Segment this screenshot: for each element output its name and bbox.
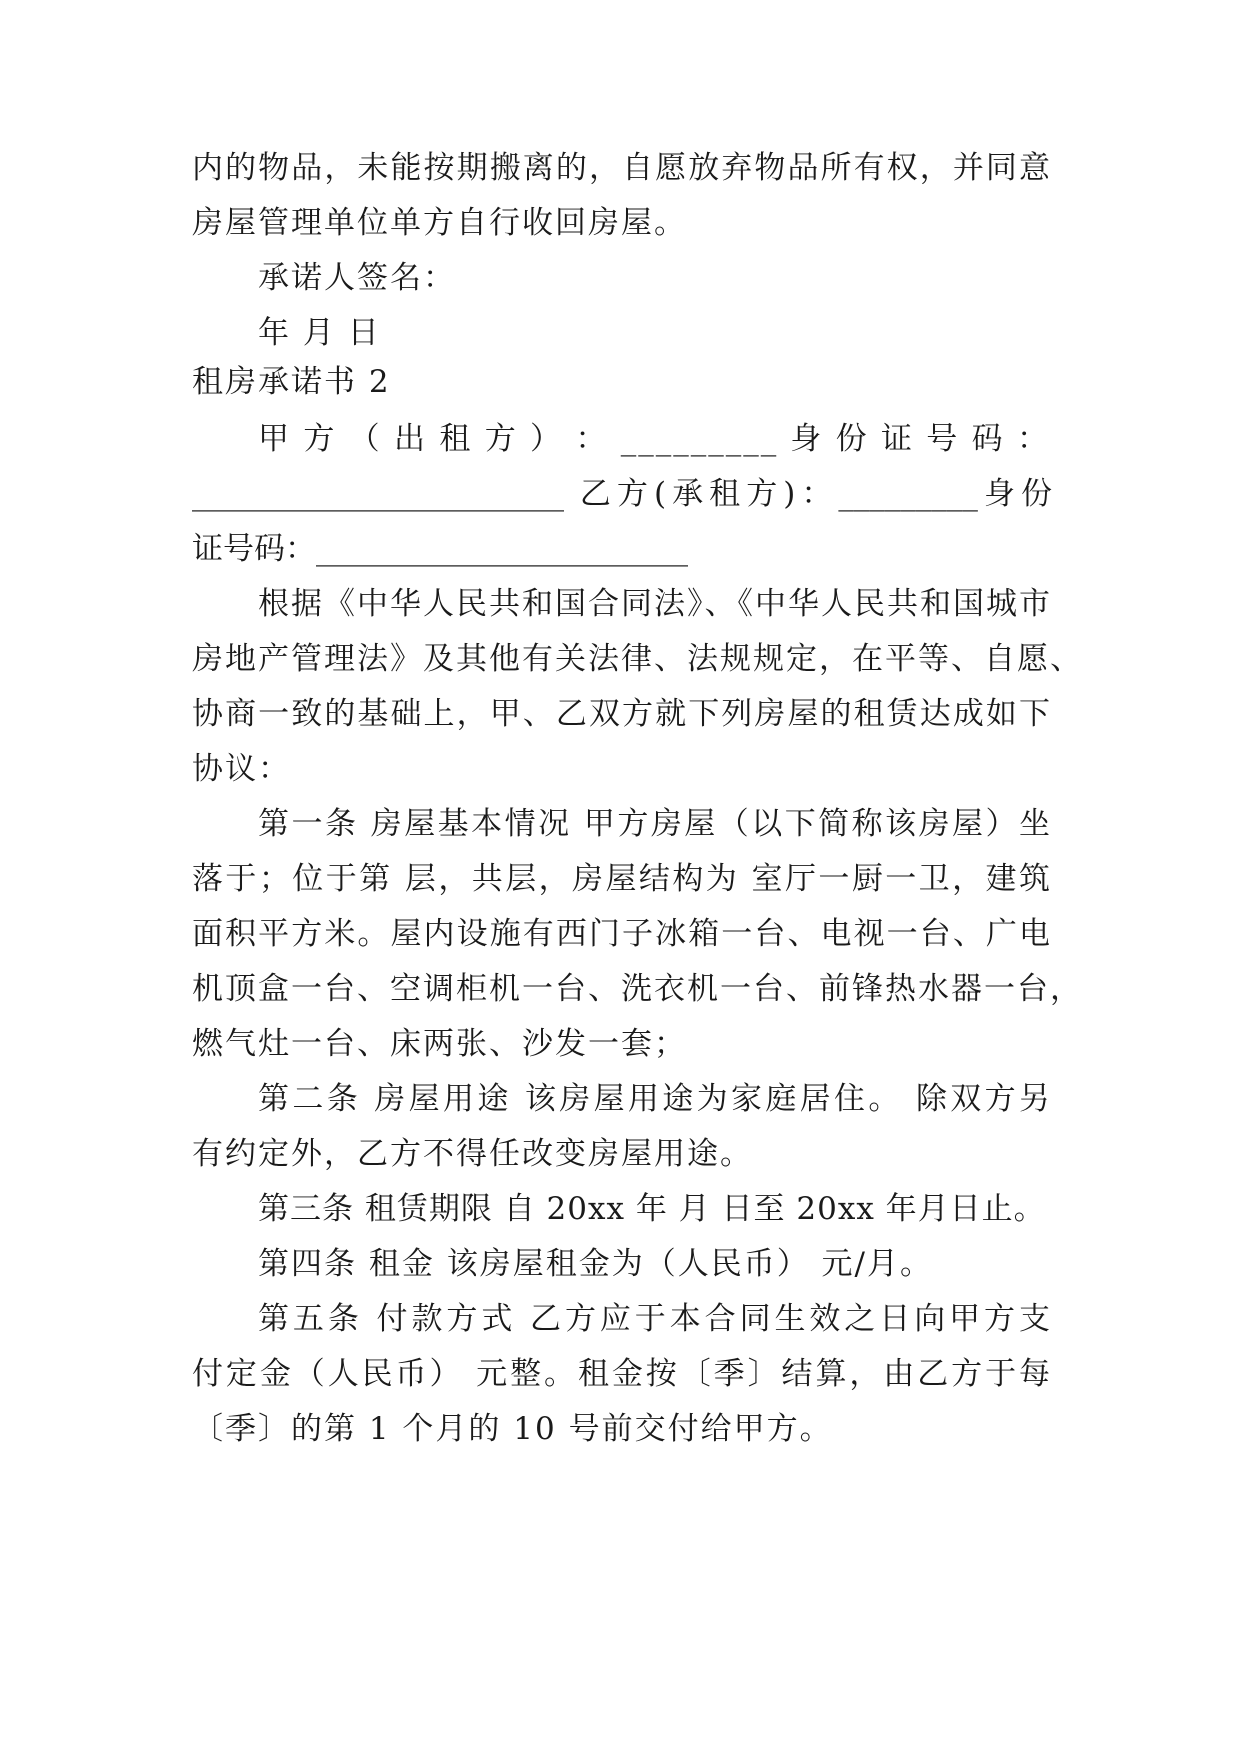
article-four-line: 第四条 租金 该房屋租金为（人民币） 元/月。 bbox=[258, 1246, 934, 1282]
signature-label: 承诺人签名： bbox=[258, 260, 456, 296]
paragraph-line: 面积平方米。屋内设施有西门子冰箱一台、电视一台、广电 bbox=[192, 916, 1052, 952]
paragraph-line: 机顶盒一台、空调柜机一台、洗衣机一台、前锋热水器一台， bbox=[192, 971, 1083, 1007]
section-title: 租房承诺书 2 bbox=[192, 364, 391, 400]
paragraph-line: 落于；位于第 层，共层，房屋结构为 室厅一厨一卫，建筑 bbox=[192, 861, 1052, 897]
paragraph-line: 协商一致的基础上，甲、乙双方就下列房屋的租赁达成如下 bbox=[192, 696, 1052, 732]
paragraph-line: 内的物品，未能按期搬离的，自愿放弃物品所有权，并同意 bbox=[192, 150, 1052, 186]
id-number-line: 证号码：________________________ bbox=[192, 531, 688, 567]
date-label: 年 月 日 bbox=[258, 315, 381, 351]
party-b-line: ________________________ 乙方(承租方)：_________身份 bbox=[192, 476, 1052, 512]
paragraph-line: 燃气灶一台、床两张、沙发一套； bbox=[192, 1026, 687, 1062]
paragraph-line: 有约定外，乙方不得任改变房屋用途。 bbox=[192, 1136, 753, 1172]
article-two-line: 第二条 房屋用途 该房屋用途为家庭居住。 除双方另 bbox=[258, 1081, 1052, 1117]
paragraph-line: 房屋管理单位单方自行收回房屋。 bbox=[192, 205, 687, 241]
paragraph-line: 根据《中华人民共和国合同法》、《中华人民共和国城市 bbox=[258, 586, 1052, 622]
article-three-line: 第三条 租赁期限 自 20xx 年 月 日至 20xx 年月日止。 bbox=[258, 1191, 1046, 1227]
article-one-line: 第一条 房屋基本情况 甲方房屋（以下简称该房屋）坐 bbox=[258, 806, 1052, 842]
paragraph-line: 付定金（人民币） 元整。租金按〔季〕结算，由乙方于每 bbox=[192, 1356, 1052, 1392]
paragraph-line: 房地产管理法》及其他有关法律、法规规定，在平等、自愿、 bbox=[192, 641, 1083, 677]
paragraph-line: 协议： bbox=[192, 751, 291, 787]
party-a-line: 甲 方 （ 出 租 方 ） ： _________ 身 份 证 号 码 ： bbox=[258, 421, 1050, 457]
paragraph-line: 〔季〕的第 1 个月的 10 号前交付给甲方。 bbox=[192, 1411, 833, 1447]
article-five-line: 第五条 付款方式 乙方应于本合同生效之日向甲方支 bbox=[258, 1301, 1052, 1337]
